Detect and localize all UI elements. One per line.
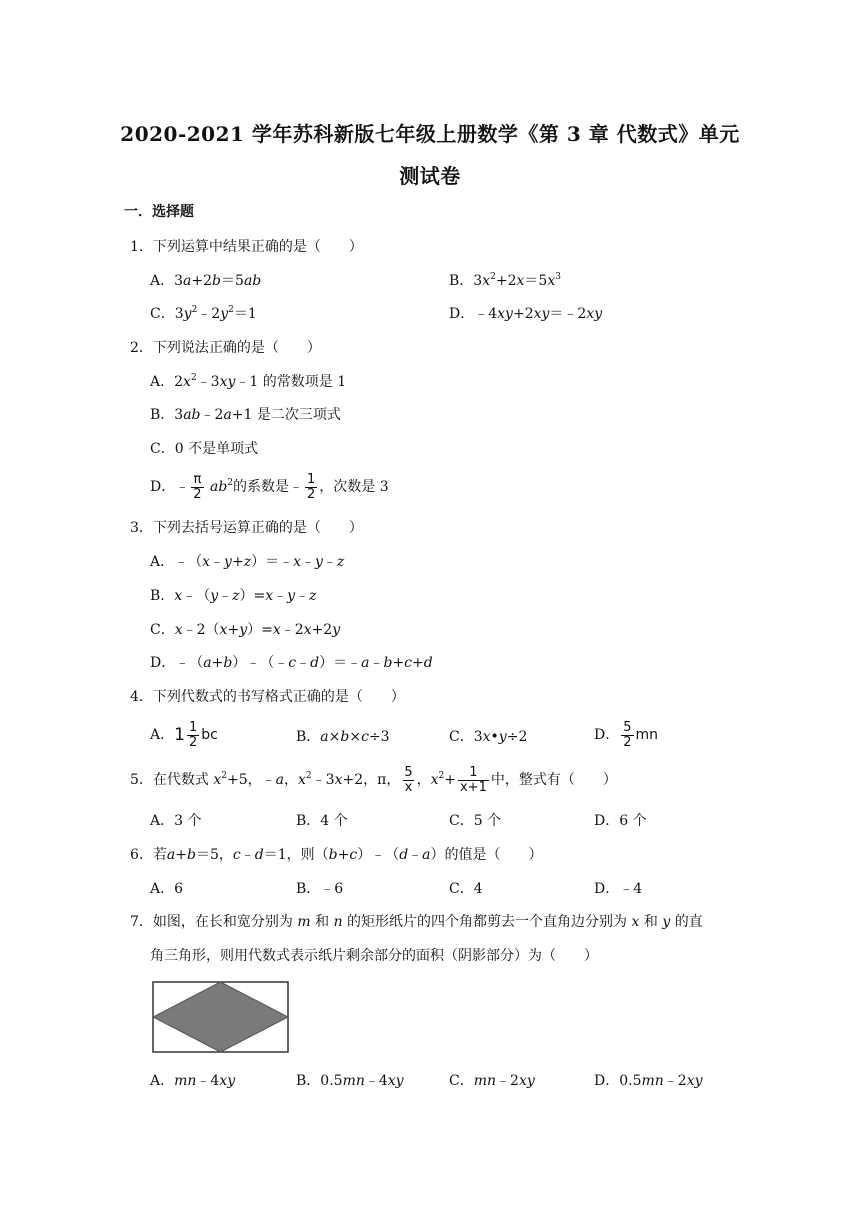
q6-option-a: A．6	[150, 881, 184, 897]
rectangle-rhombus-figure	[152, 981, 290, 1055]
section-heading: 一．选择题	[124, 204, 194, 220]
q4-option-d: D． $\frac{5}{2}$ mn	[594, 719, 659, 750]
title-line-1: 2020-2021 学年苏科新版七年级上册数学《第 3 章 代数式》单元	[120, 122, 740, 146]
q2-stem: 2．下列说法正确的是（ ）	[130, 340, 321, 356]
title-line-2: 测试卷	[399, 164, 461, 188]
q7-stem-line-2: 角三角形，则用代数式表示纸片剩余部分的面积（阴影部分）为（ ）	[150, 948, 598, 964]
fraction-pi-over-2: $\frac{\pi}{2}$	[193, 471, 202, 502]
q7-option-b: B．0.5mn﹣4xy	[296, 1073, 404, 1089]
q3-option-a: A．﹣（x﹣y+z）＝﹣x﹣y﹣z	[150, 554, 345, 570]
q2-option-d: D．﹣ $\frac{\pi}{2}$ $ab^2$的系数是﹣ $\frac{1}{2}$ ，次数是 3	[150, 471, 389, 502]
q6-stem: 6．若a+b＝5，c﹣d＝1，则（b+c）﹣（d﹣a）的值是（ ）	[130, 847, 543, 863]
q4-option-a: A．1 $\frac{1}{2}$ bc	[150, 719, 218, 750]
q5-option-a: A．3 个	[150, 813, 202, 829]
q1-option-a: A．3a+2b＝5ab	[150, 273, 262, 289]
q5-option-d: D．6 个	[594, 813, 647, 829]
q3-option-c: C．x﹣2（x+y）=x﹣2x+2y	[150, 622, 341, 638]
q7-option-a: A．mn﹣4xy	[150, 1073, 236, 1089]
q5-option-c: C．5 个	[449, 813, 502, 829]
q7-option-d: D．0.5mn﹣2xy	[594, 1073, 703, 1089]
q5-stem: 5．在代数式 $x^2+5$，﹣a，$x^2﹣3x+2$，π， $\frac{5}{x}$ ，$x^2+$ $\frac{1}{x+1}$ 中，整式有（ ）	[130, 764, 617, 795]
q1-option-c: C．$3y^2﹣2y^2=1$	[150, 305, 257, 322]
q4-option-b: B．a×b×c÷3	[296, 729, 390, 745]
q4-stem: 4．下列代数式的书写格式正确的是（ ）	[130, 689, 405, 705]
q3-stem: 3．下列去括号运算正确的是（ ）	[130, 520, 363, 536]
fraction-five-halves: $\frac{5}{2}$	[623, 719, 632, 750]
q2-option-a: A．$2x^2﹣3xy﹣1$ 的常数项是 1	[150, 373, 347, 390]
fraction-one-half: $\frac{1}{2}$	[307, 471, 316, 502]
q7-option-c: C．mn﹣2xy	[449, 1073, 535, 1089]
q2-option-b: B．3ab﹣2a+1 是二次三项式	[150, 407, 341, 423]
fraction-5-over-x: $\frac{5}{x}$	[404, 764, 413, 795]
q7-stem-line-1: 7．如图，在长和宽分别为 m 和 n 的矩形纸片的四个角都剪去一个直角边分别为 x 和 y 的直	[130, 914, 703, 930]
q3-option-b: B．x﹣（y﹣z）=x﹣y﹣z	[150, 588, 317, 604]
q1-stem: 1．下列运算中结果正确的是（ ）	[130, 239, 363, 255]
q5-option-b: B．4 个	[296, 813, 348, 829]
q1-option-b: B．$3x^2+2x=5x^3$	[449, 272, 561, 289]
fraction-one-half: $\frac{1}{2}$	[188, 719, 198, 750]
q1-option-d: D．﹣4xy+2xy＝﹣2xy	[449, 306, 603, 322]
q2-option-c: C．0 不是单项式	[150, 441, 259, 457]
fraction-1-over-x-plus-1: $\frac{1}{x+1}$	[459, 764, 487, 795]
q6-option-b: B．﹣6	[296, 881, 344, 897]
q6-option-d: D．﹣4	[594, 881, 643, 897]
q3-option-d: D．﹣（a+b）﹣（﹣c﹣d）＝﹣a﹣b+c+d	[150, 655, 433, 671]
q6-option-c: C．4	[449, 881, 483, 897]
q4-option-c: C．3x•y÷2	[449, 729, 528, 745]
